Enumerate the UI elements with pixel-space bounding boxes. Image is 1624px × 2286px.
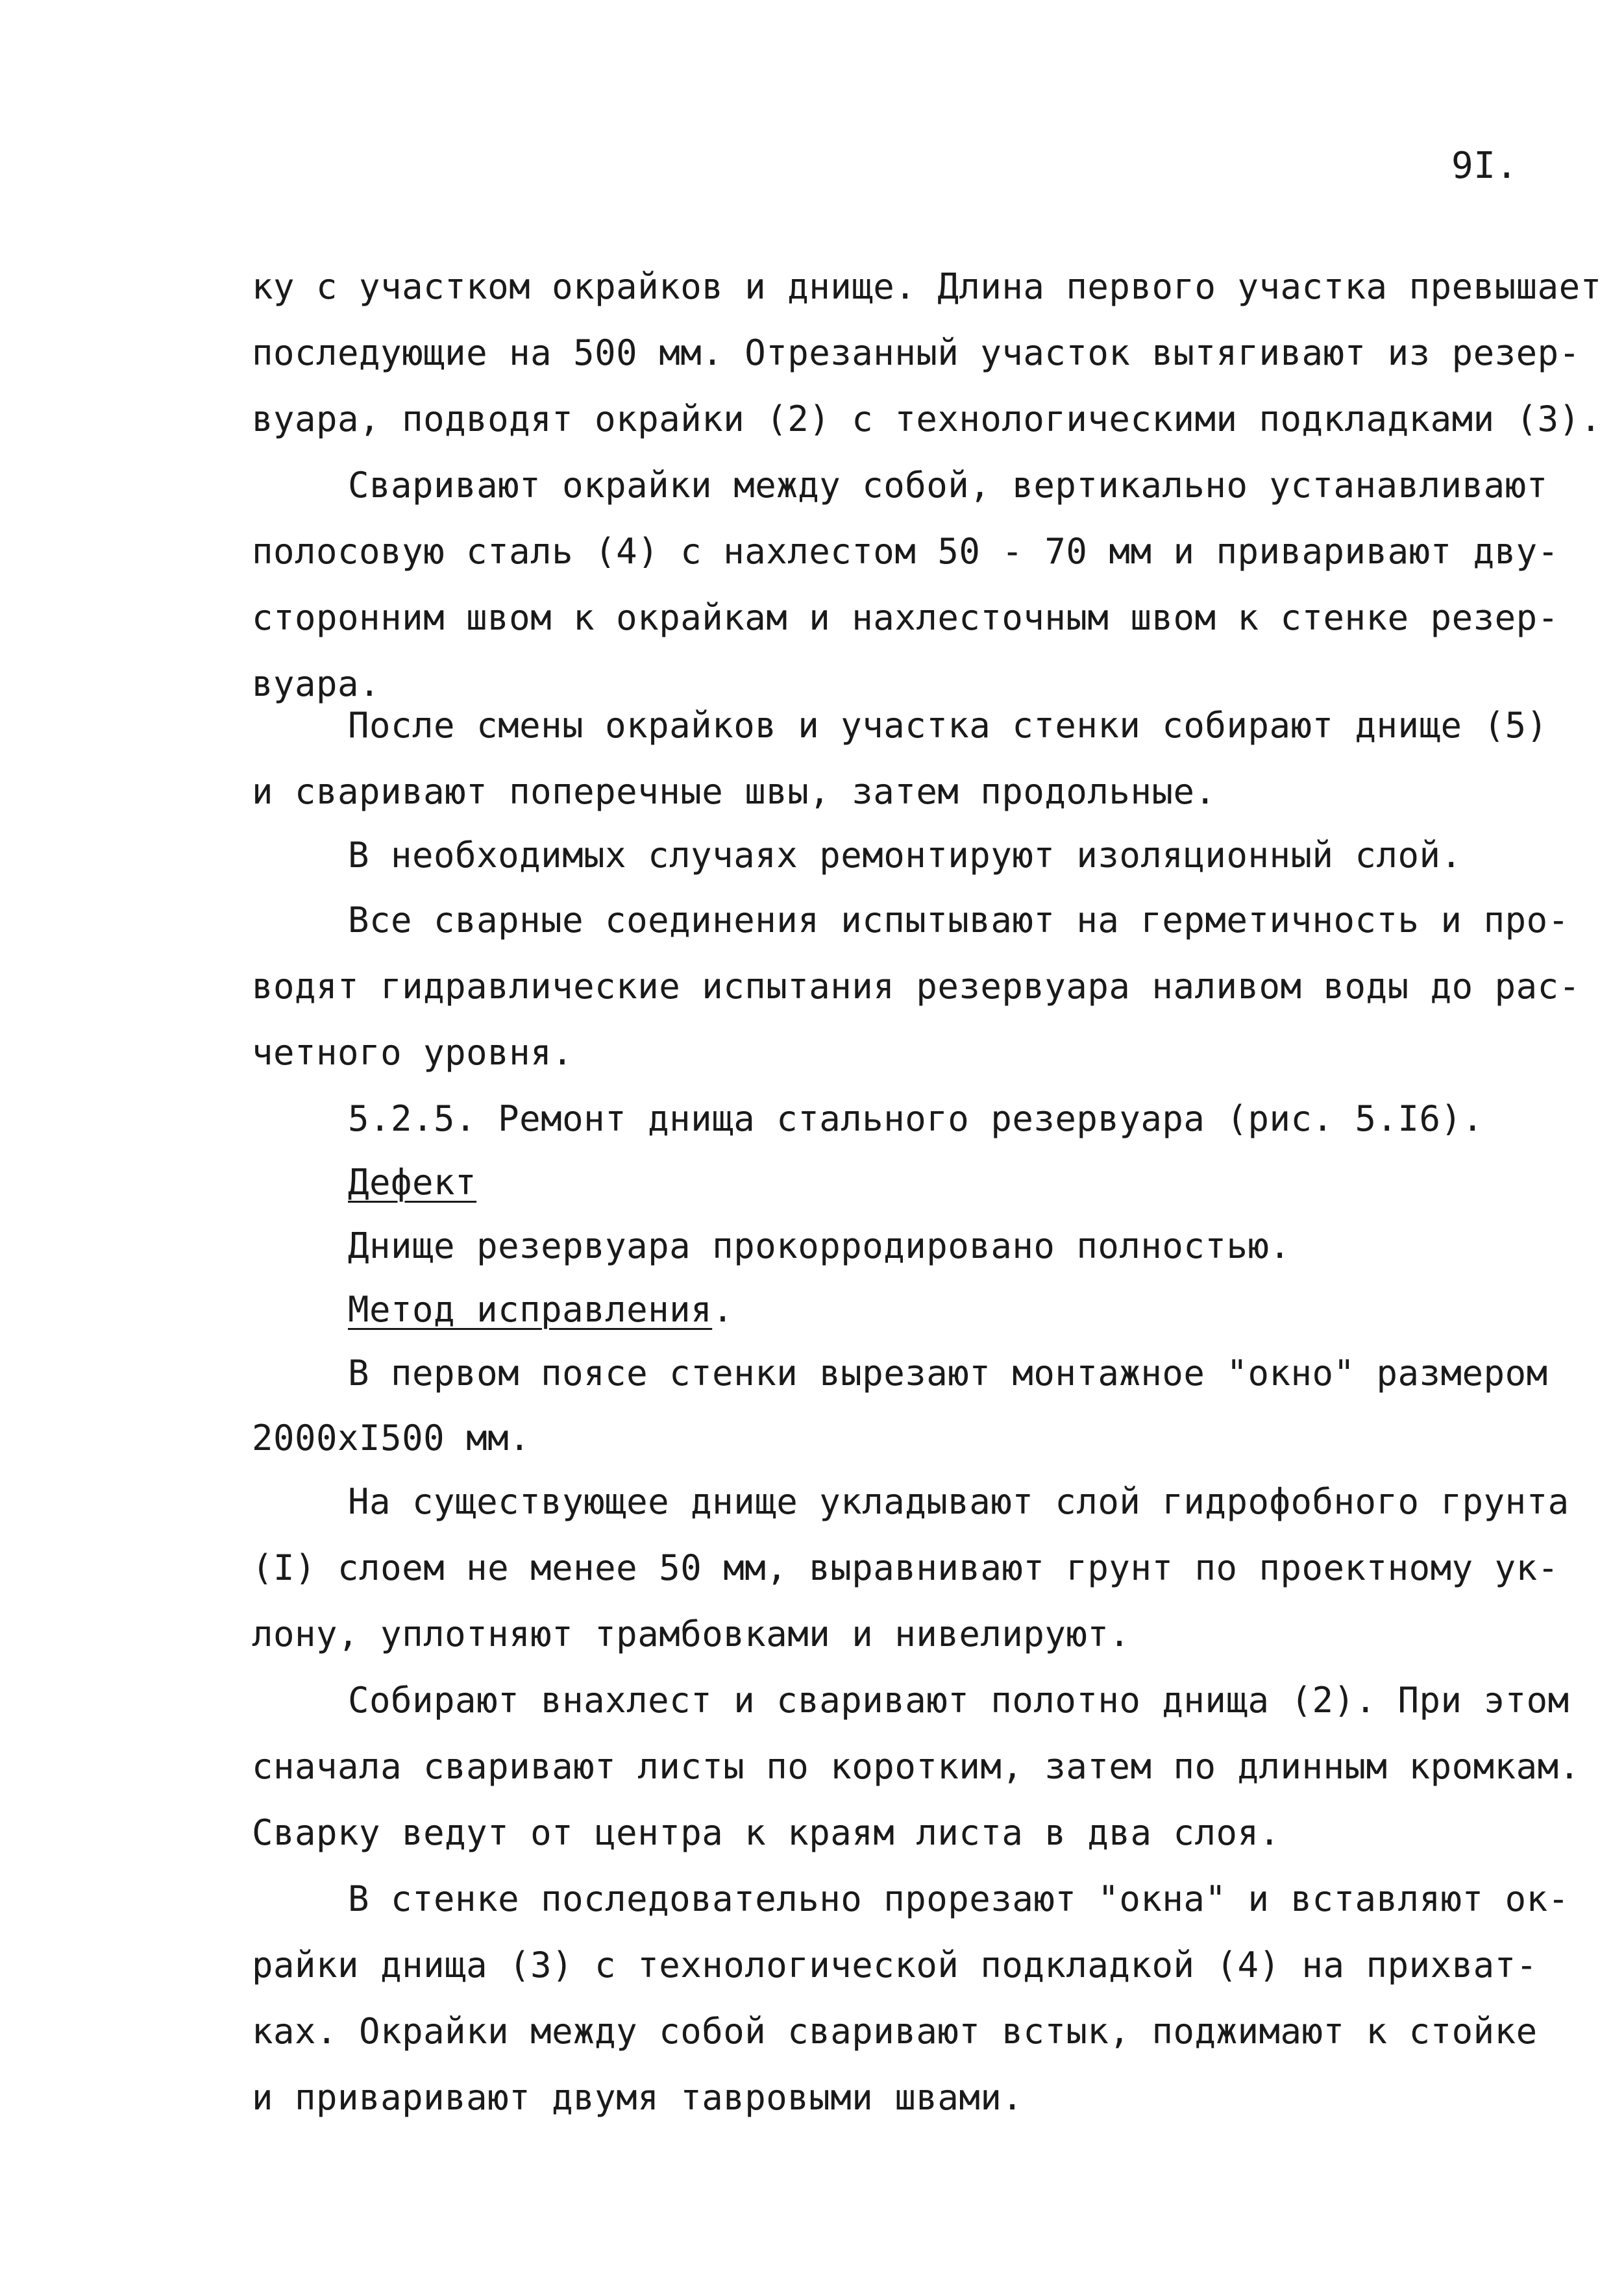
text-line: Сварку ведут от центра к краям листа в два слоя. <box>252 1812 1281 1853</box>
text-line: четного уровня. <box>252 1032 574 1073</box>
page-number: 9I. <box>1451 145 1518 187</box>
text-line: В необходимых случаях ремонтируют изоляционный слой. <box>348 835 1462 876</box>
text-line: водят гидравлические испытания резервуара наливом воды до рас- <box>252 966 1581 1007</box>
text-line: В первом поясе стенки вырезают монтажное "окно" размером <box>348 1353 1548 1394</box>
text-line: Днище резервуара прокорродировано полностью. <box>348 1225 1291 1266</box>
text-line: ках. Окрайки между собой сваривают встык, поджимают к стойке <box>252 2011 1538 2052</box>
text-line: и сваривают поперечные швы, затем продольные. <box>252 771 1216 812</box>
text-line: вуара. <box>252 663 381 704</box>
text-line: (I) слоем не менее 50 мм, выравнивают грунт по проектному ук- <box>252 1547 1559 1588</box>
text-line: ку с участком окрайков и днище. Длина первого участка превышает <box>252 266 1602 307</box>
text-line: После смены окрайков и участка стенки собирают днище (5) <box>348 705 1548 746</box>
text-line: В стенке последовательно прорезают "окна" и вставляют ок- <box>348 1878 1569 1919</box>
text-line: На существующее днище укладывают слой гидрофобного грунта <box>348 1481 1569 1522</box>
method-heading-text: Метод исправления <box>348 1289 713 1330</box>
text-line: полосовую сталь (4) с нахлестом 50 - 70 мм и приваривают дву- <box>252 531 1559 572</box>
text-line: 2000xI500 мм. <box>252 1418 531 1458</box>
text-line: вуара, подводят окрайки (2) с технологическими подкладками (3). <box>252 399 1602 439</box>
section-heading: 5.2.5. Ремонт днища стального резервуара (рис. 5.I6). <box>348 1098 1484 1139</box>
method-heading-period: . <box>712 1289 734 1330</box>
text-line: Сваривают окрайки между собой, вертикально устанавливают <box>348 465 1548 506</box>
text-line: последующие на 500 мм. Отрезанный участок вытягивают из резер- <box>252 332 1581 373</box>
defect-heading: Дефект <box>348 1162 477 1203</box>
method-heading <box>348 1289 734 1330</box>
text-line: Собирают внахлест и сваривают полотно днища (2). При этом <box>348 1680 1569 1721</box>
text-line: сначала сваривают листы по коротким, затем по длинным кромкам. <box>252 1746 1581 1787</box>
text-line: Все сварные соединения испытывают на герметичность и про- <box>348 900 1569 940</box>
text-line: сторонним швом к окрайкам и нахлесточным швом к стенке резер- <box>252 597 1559 638</box>
text-line: лону, уплотняют трамбовками и нивелируют. <box>252 1614 1131 1654</box>
text-line: и приваривают двумя тавровыми швами. <box>252 2077 1024 2118</box>
text-line: райки днища (3) с технологической подкладкой (4) на прихват- <box>252 1945 1538 1985</box>
